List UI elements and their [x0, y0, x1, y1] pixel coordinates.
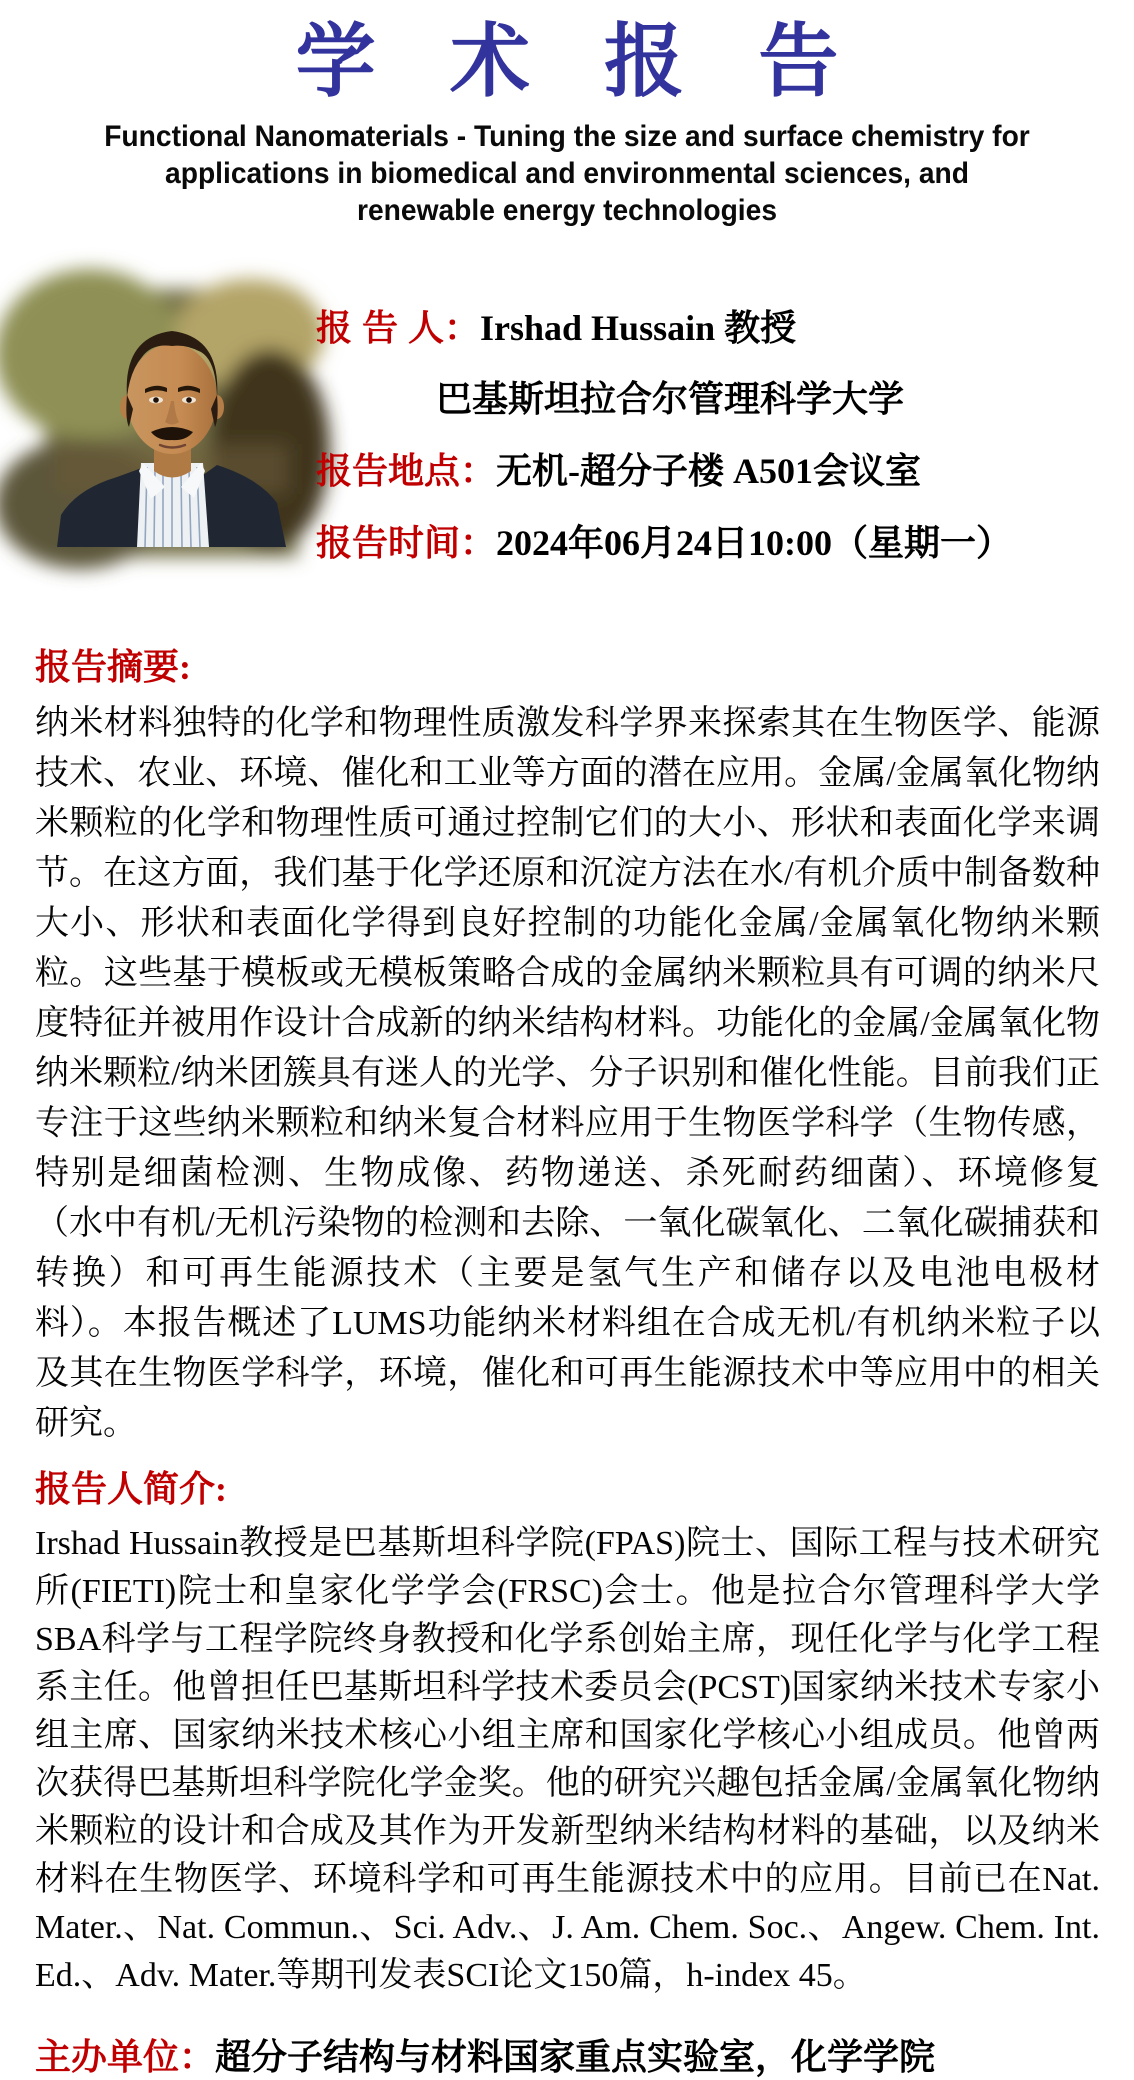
location-value: 无机-超分子楼 A501会议室	[496, 451, 922, 491]
bio-section	[0, 1467, 1134, 2000]
speaker-affiliation: 巴基斯坦拉合尔管理科学大学	[436, 379, 905, 419]
bio-body: Irshad Hussain教授是巴基斯坦科学院(FPAS)院士、国际工程与技术研究所(FIETI)院士和皇家化学学会(FRSC)会士。他是拉合尔管理科学大学SBA科学与工程学院终身教授和化学系创始主席，现任化学与化学工程系主任。他曾担任巴基斯坦科学技术委员会(PCST)国家纳米技术专家小组主席、国家纳米技术核心小组主席和国家化学核心小组成员。他曾两次获得巴基斯坦科学院化学金奖。他的研究兴趣包括金属/金属氧化物纳米颗粒的设计和合成及其作为开发新型纳米结构材料的基础，以及纳米材料在生物医学、环境科学和可再生能源技术中的应用。目前已在Nat. Mater.、Nat. Commun.、Sci. Adv.、J. Am. Chem. Soc.、Angew. Chem. Int. Ed.、Adv. Mater.等期刊发表SCI论文150篇，h-index 45。	[35, 1525, 1100, 1994]
host-label: 主办单位：	[35, 2037, 216, 2077]
host-line	[0, 2034, 1134, 2080]
speaker-section	[0, 299, 1134, 579]
speaker-name-label: 报 告 人：	[316, 307, 481, 348]
location-line	[316, 435, 1012, 507]
host-value: 超分子结构与材料国家重点实验室，化学学院	[215, 2037, 936, 2077]
english-title	[34, 118, 1100, 229]
speaker-photo	[55, 299, 288, 547]
abstract-body: 纳米材料独特的化学和物理性质激发科学界来探索其在生物医学、能源技术、农业、环境、催化和工业等方面的潜在应用。金属/金属氧化物纳米颗粒的化学和物理性质可通过控制它们的大小、形状和表面化学来调节。在这方面，我们基于化学还原和沉淀方法在水/有机介质中制备数种大小、形状和表面化学得到良好控制的功能化金属/金属氧化物纳米颗粒。这些基于模板或无模板策略合成的金属纳米颗粒具有可调的纳米尺度特征并被用作设计合成新的纳米结构材料。功能化的金属/金属氧化物纳米颗粒/纳米团簇具有迷人的光学、分子识别和催化性能。目前我们正专注于这些纳米颗粒和纳米复合材料应用于生物医学科学（生物传感，特别是细菌检测、生物成像、药物递送、杀死耐药细菌）、环境修复（水中有机/无机污染物的检测和去除、一氧化碳氧化、二氧化碳捕获和转换）和可再生能源技术（主要是氢气生产和储存以及电池电极材料）。本报告概述了LUMS功能纳米材料组在合成无机/有机纳米粒子以及其在生物医学科学，环境，催化和可再生能源技术中等应用中的相关研究。	[35, 705, 1100, 1442]
english-title-line-3: renewable energy technologies	[356, 194, 778, 227]
speaker-affiliation-line	[316, 364, 1012, 435]
bio-heading: 报告人简介:	[35, 1469, 227, 1509]
location-label: 报告地点：	[316, 450, 497, 491]
speaker-photo-graphic	[55, 299, 288, 547]
abstract-section	[0, 645, 1134, 1449]
english-title-line-1: Functional Nanomaterials - Tuning the size and surface chemistry for	[104, 120, 1030, 153]
speaker-name-value: Irshad Hussain 教授	[480, 308, 797, 348]
page-title: 学 术 报 告	[295, 17, 865, 106]
time-line	[316, 507, 1012, 579]
abstract-heading: 报告摘要:	[35, 647, 191, 687]
time-label: 报告时间：	[316, 522, 497, 563]
speaker-name-line	[316, 292, 1012, 364]
speaker-info	[316, 292, 1012, 579]
english-title-line-2: applications in biomedical and environmental sciences, and	[165, 157, 969, 190]
seminar-poster	[0, 16, 1134, 2077]
time-value: 2024年06月24日10:00（星期一）	[496, 523, 1013, 563]
